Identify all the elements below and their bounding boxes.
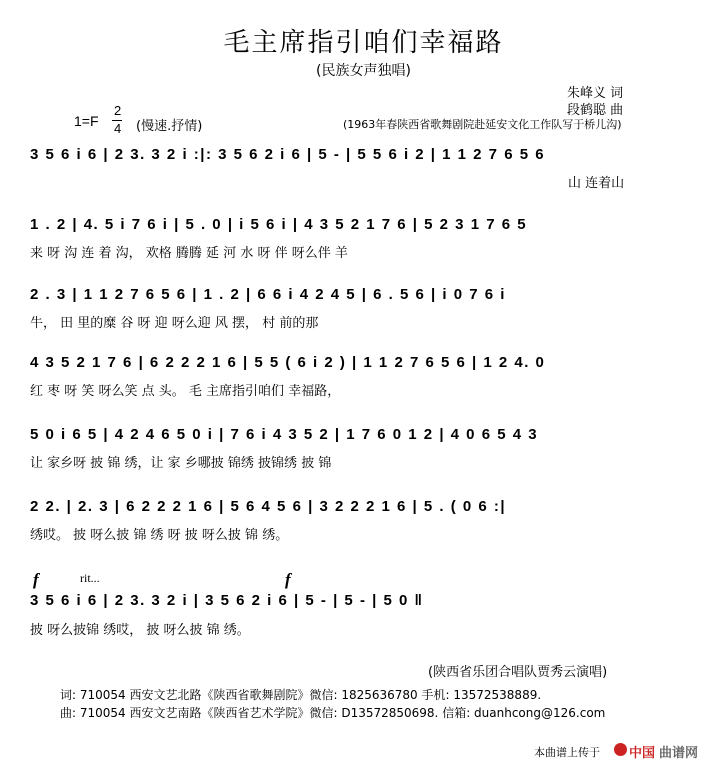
key-signature: 1=F <box>74 113 99 129</box>
ritardando-marking: rit... <box>80 571 100 585</box>
score-line-1-notes: 3 5 6 i 6 | 2 3. 3 2 i :|: 3 5 6 2 i 6 | 5 - | 5 5 6 i 2 | 1 1 2 7 6 5 6 <box>30 146 546 163</box>
song-title: 毛主席指引咱们幸福路 <box>223 28 504 58</box>
dynamic-forte-2: f <box>285 570 291 589</box>
tempo-marking: (慢速.抒情) <box>136 119 203 134</box>
song-subtitle: (民族女声独唱) <box>316 63 411 79</box>
upload-notice: 本曲谱上传于 <box>534 746 600 759</box>
site-logo-icon <box>614 743 627 756</box>
score-line-6-lyrics: 绣哎。 披 呀么披 锦 绣 呀 披 呀么披 锦 绣。 <box>30 528 289 543</box>
composer-contact: 曲: 710054 西安文艺南路《陕西省艺术学院》微信: D13572850698. 信箱: duanhcong@126.com <box>60 706 606 720</box>
score-line-4-notes: 4 3 5 2 1 7 6 | 6 2 2 2 1 6 | 5 5 ( 6 i 2 ) | 1 1 2 7 6 5 6 | 1 2 4. 0 <box>30 354 546 371</box>
lyricist-contact: 词: 710054 西安文艺北路《陕西省歌舞剧院》微信: 1825636780 手机: 13572538889. <box>60 688 542 702</box>
score-line-2-lyrics: 来 呀 沟 连 着 沟， 欢格 腾腾 延 河 水 呀 伴 呀么伴 羊 <box>30 246 348 261</box>
composition-note: (1963年春陕西省歌舞剧院赴延安文化工作队写于桥儿沟) <box>343 118 622 131</box>
score-line-5-lyrics: 让 家乡呀 披 锦 绣，让 家 乡哪披 锦绣 披锦绣 披 锦 <box>30 456 332 471</box>
site-name-red[interactable]: 中国 <box>629 746 656 761</box>
time-signature-top: 2 <box>114 103 122 118</box>
lyricist-credit: 朱峰义 词 <box>567 86 624 101</box>
score-line-3-lyrics: 牛， 田 里的糜 谷 呀 迎 呀么迎 风 摆， 村 前的那 <box>30 316 319 331</box>
score-line-7-notes: 3 5 6 i 6 | 2 3. 3 2 i | 3 5 6 2 i 6 | 5 - | 5 - | 5 0 ‖ <box>30 592 424 609</box>
score-line-2-notes: 1 . 2 | 4. 5 i 7 6 i | 5 . 0 | i 5 6 i | 4 3 5 2 1 7 6 | 5 2 3 1 7 6 5 <box>30 216 528 233</box>
score-line-5-notes: 5 0 i 6 5 | 4 2 4 6 5 0 i | 7 6 i 4 3 5 2 | 1 7 6 0 1 2 | 4 0 6 5 4 3 <box>30 426 539 443</box>
dynamic-forte-1: f <box>33 570 39 589</box>
score-line-1-lyrics: 山 连着山 <box>568 176 625 191</box>
performer-credit: (陕西省乐团合唱队贾秀云演唱) <box>428 665 608 680</box>
score-line-7-lyrics: 披 呀么披锦 绣哎， 披 呀么披 锦 绣。 <box>30 623 250 638</box>
score-line-3-notes: 2 . 3 | 1 1 2 7 6 5 6 | 1 . 2 | 6 6 i 4 2 4 5 | 6 . 5 6 | i 0 7 6 i <box>30 286 506 303</box>
score-line-4-lyrics: 红 枣 呀 笑 呀么笑 点 头。 毛 主席指引咱们 幸福路， <box>30 384 341 399</box>
site-name-gray[interactable]: 曲谱网 <box>659 746 699 761</box>
time-signature-bottom: 4 <box>114 121 122 136</box>
score-line-6-notes: 2 2. | 2. 3 | 6 2 2 2 1 6 | 5 6 4 5 6 | 3 2 2 2 1 6 | 5 . ( 0 6 :| <box>30 498 507 515</box>
composer-credit: 段鹤聪 曲 <box>567 103 624 118</box>
